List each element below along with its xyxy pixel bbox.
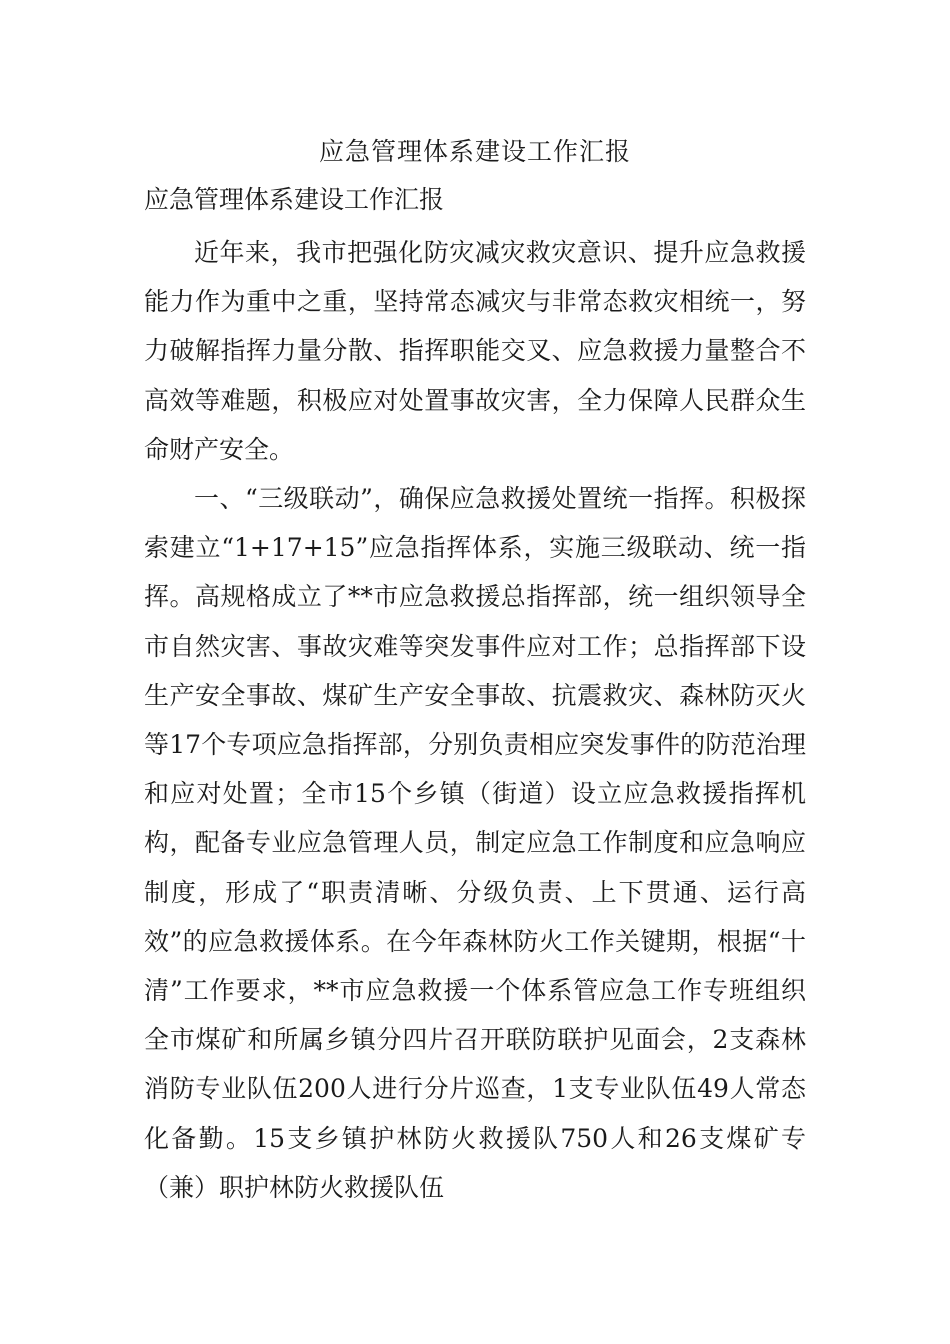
paragraph-intro: 近年来，我市把强化防灾减灾救灾意识、提升应急救援能力作为重中之重，坚持常态减灾与非常态救灾相统一，努力破解指挥力量分散、指挥职能交叉、应急救援力量整合不高效等难题，积极应对处置事故灾害，全力保障人民群众生命财产安全。	[144, 238, 806, 464]
document-subtitle: 应急管理体系建设工作汇报	[144, 185, 445, 214]
document-title: 应急管理体系建设工作汇报	[318, 137, 631, 166]
paragraph-section-one: 一、“三级联动”，确保应急救援处置统一指挥。积极探索建立“1+17+15”应急指挥体系，实施三级联动、统一指挥。高规格成立了**市应急救援总指挥部，统一组织领导全市自然灾害、事故灾难等突发事件应对工作；总指挥部下设生产安全事故、煤矿生产安全事故、抗震救灾、森林防灭火等17个专项应急指挥部，分别负责相应突发事件的防范治理和应对处置；全市15个乡镇（街道）设立应急救援指挥机构，配备专业应急管理人员，制定应急工作制度和应急响应制度，形成了“职责清晰、分级负责、上下贯通、运行高效”的应急救援体系。在今年森林防火工作关键期，根据“十清”工作要求，**市应急救援一个体系管应急工作专班组织全市煤矿和所属乡镇分四片召开联防联护见面会，2支森林消防专业队伍200人进行分片巡查，1支专业队伍49人常态化备勤。15支乡镇护林防火救援队750人和26支煤矿专（兼）职护林防火救援队伍	[144, 484, 806, 1202]
